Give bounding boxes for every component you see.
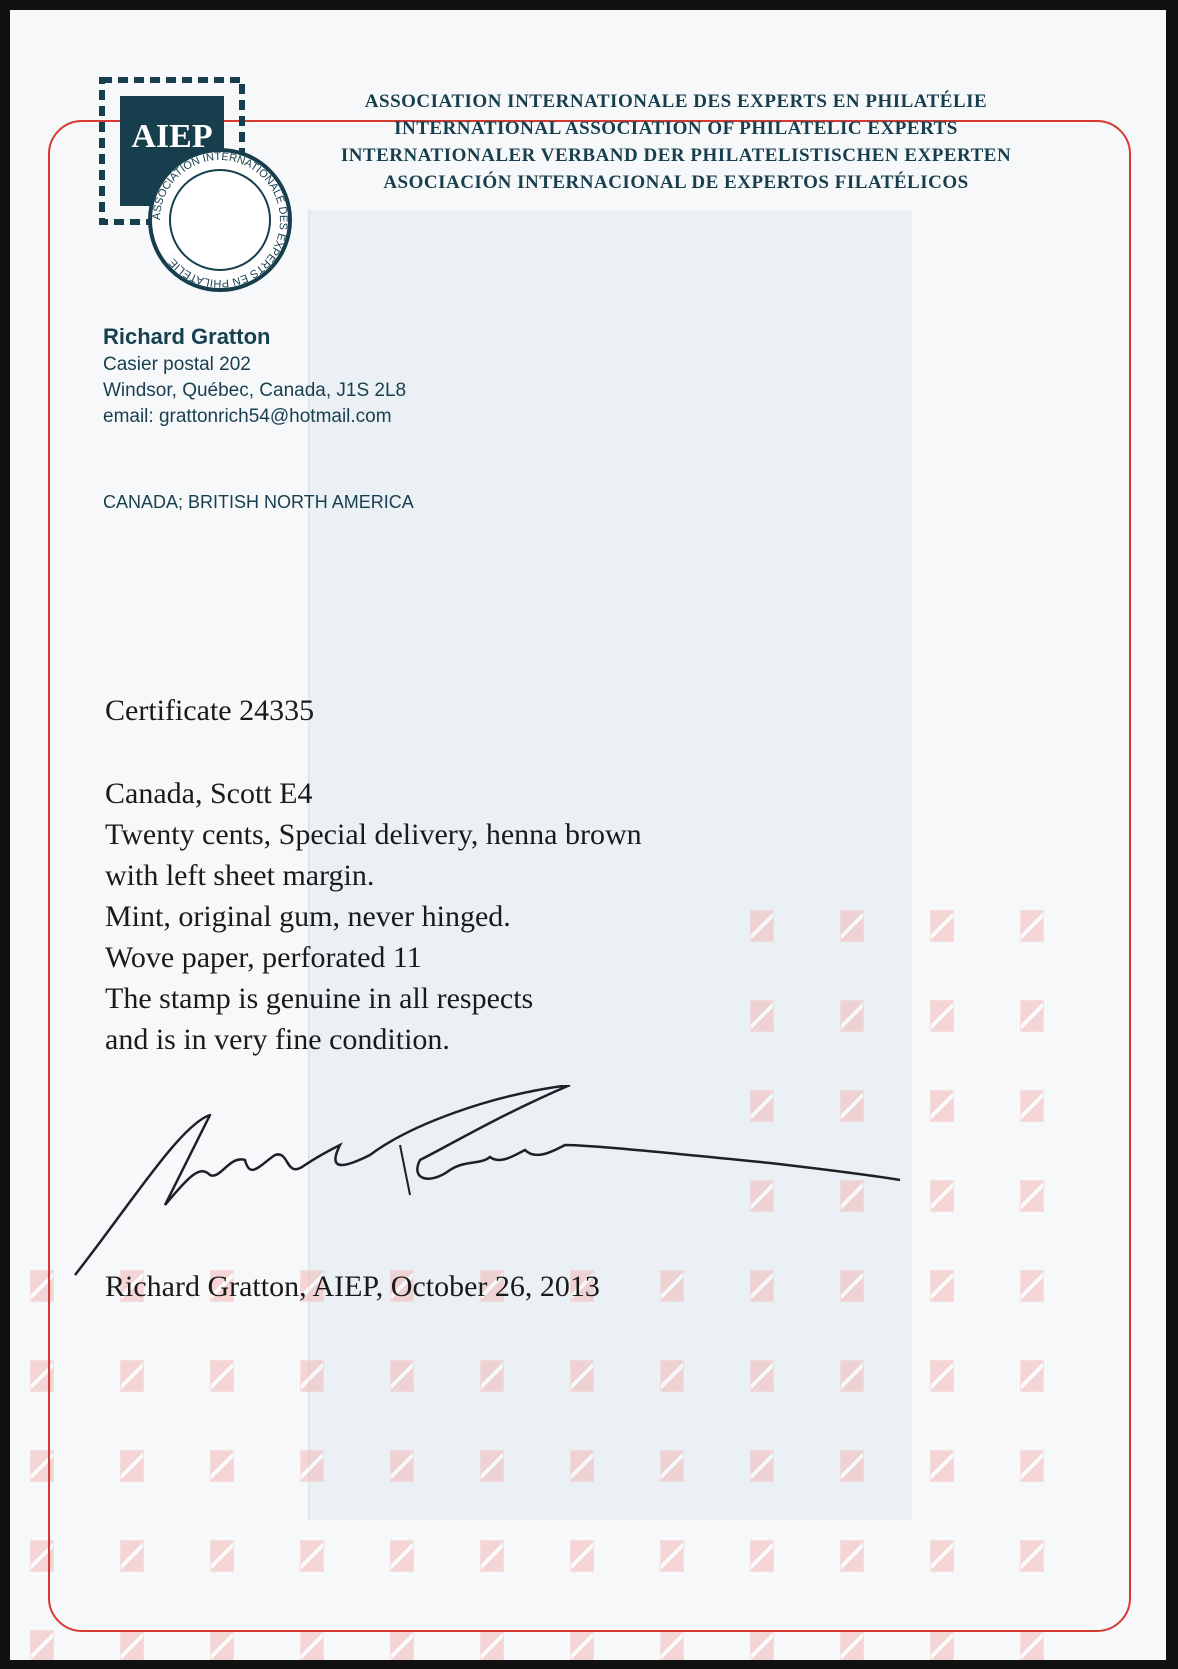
certificate-number: Certificate 24335 [105, 694, 315, 727]
expert-contact [103, 322, 406, 430]
watermark-tile [390, 1630, 414, 1660]
watermark-tile [480, 1630, 504, 1660]
association-name-es: ASOCIACIÓN INTERNACIONAL DE EXPERTOS FILATÉLICOS [383, 172, 969, 193]
association-names [236, 88, 1116, 196]
description-line: Twenty cents, Special delivery, henna brown [105, 818, 642, 851]
description-line: Wove paper, perforated 11 [105, 941, 422, 974]
watermark-tile [570, 1630, 594, 1660]
certificate-description [105, 773, 642, 1060]
expert-name: Richard Gratton [103, 324, 271, 349]
association-name-de: INTERNATIONALER VERBAND DER PHILATELISTISCHEN EXPERTEN [340, 145, 1012, 166]
description-line: The stamp is genuine in all respects [105, 982, 534, 1015]
signature-caption: Richard Gratton, AIEP, October 26, 2013 [105, 1270, 600, 1303]
expert-specialty: CANADA; BRITISH NORTH AMERICA [103, 492, 414, 512]
watermark-tile [930, 1630, 954, 1660]
watermark-tile [1020, 1630, 1044, 1660]
watermark-tile [750, 1630, 774, 1660]
logo-ring-text: ASSOCIATION INTERNATIONALE DES EXPERTS EN PHILATÉLIE [150, 150, 290, 290]
watermark-tile [210, 1630, 234, 1660]
description-line: Mint, original gum, never hinged. [105, 900, 511, 933]
certificate-sheet [10, 10, 1166, 1660]
watermark-tile [30, 1630, 54, 1660]
association-name-en: INTERNATIONAL ASSOCIATION OF PHILATELIC EXPERTS [394, 118, 958, 139]
description-line: and is in very fine condition. [105, 1023, 450, 1056]
description-line: with left sheet margin. [105, 859, 375, 892]
logo-abbrev: AIEP [131, 118, 213, 155]
watermark-tile [300, 1630, 324, 1660]
expert-address-1: Casier postal 202 [103, 354, 251, 375]
watermark-tile [840, 1630, 864, 1660]
watermark-tile [660, 1630, 684, 1660]
expert-address-2: Windsor, Québec, Canada, J1S 2L8 [103, 380, 407, 401]
expert-email: email: grattonrich54@hotmail.com [103, 406, 392, 427]
watermark-tile [120, 1630, 144, 1660]
description-line: Canada, Scott E4 [105, 777, 313, 810]
handwritten-signature [70, 1085, 910, 1285]
association-name-fr: ASSOCIATION INTERNATIONALE DES EXPERTS EN PHILATÉLIE [364, 91, 988, 112]
